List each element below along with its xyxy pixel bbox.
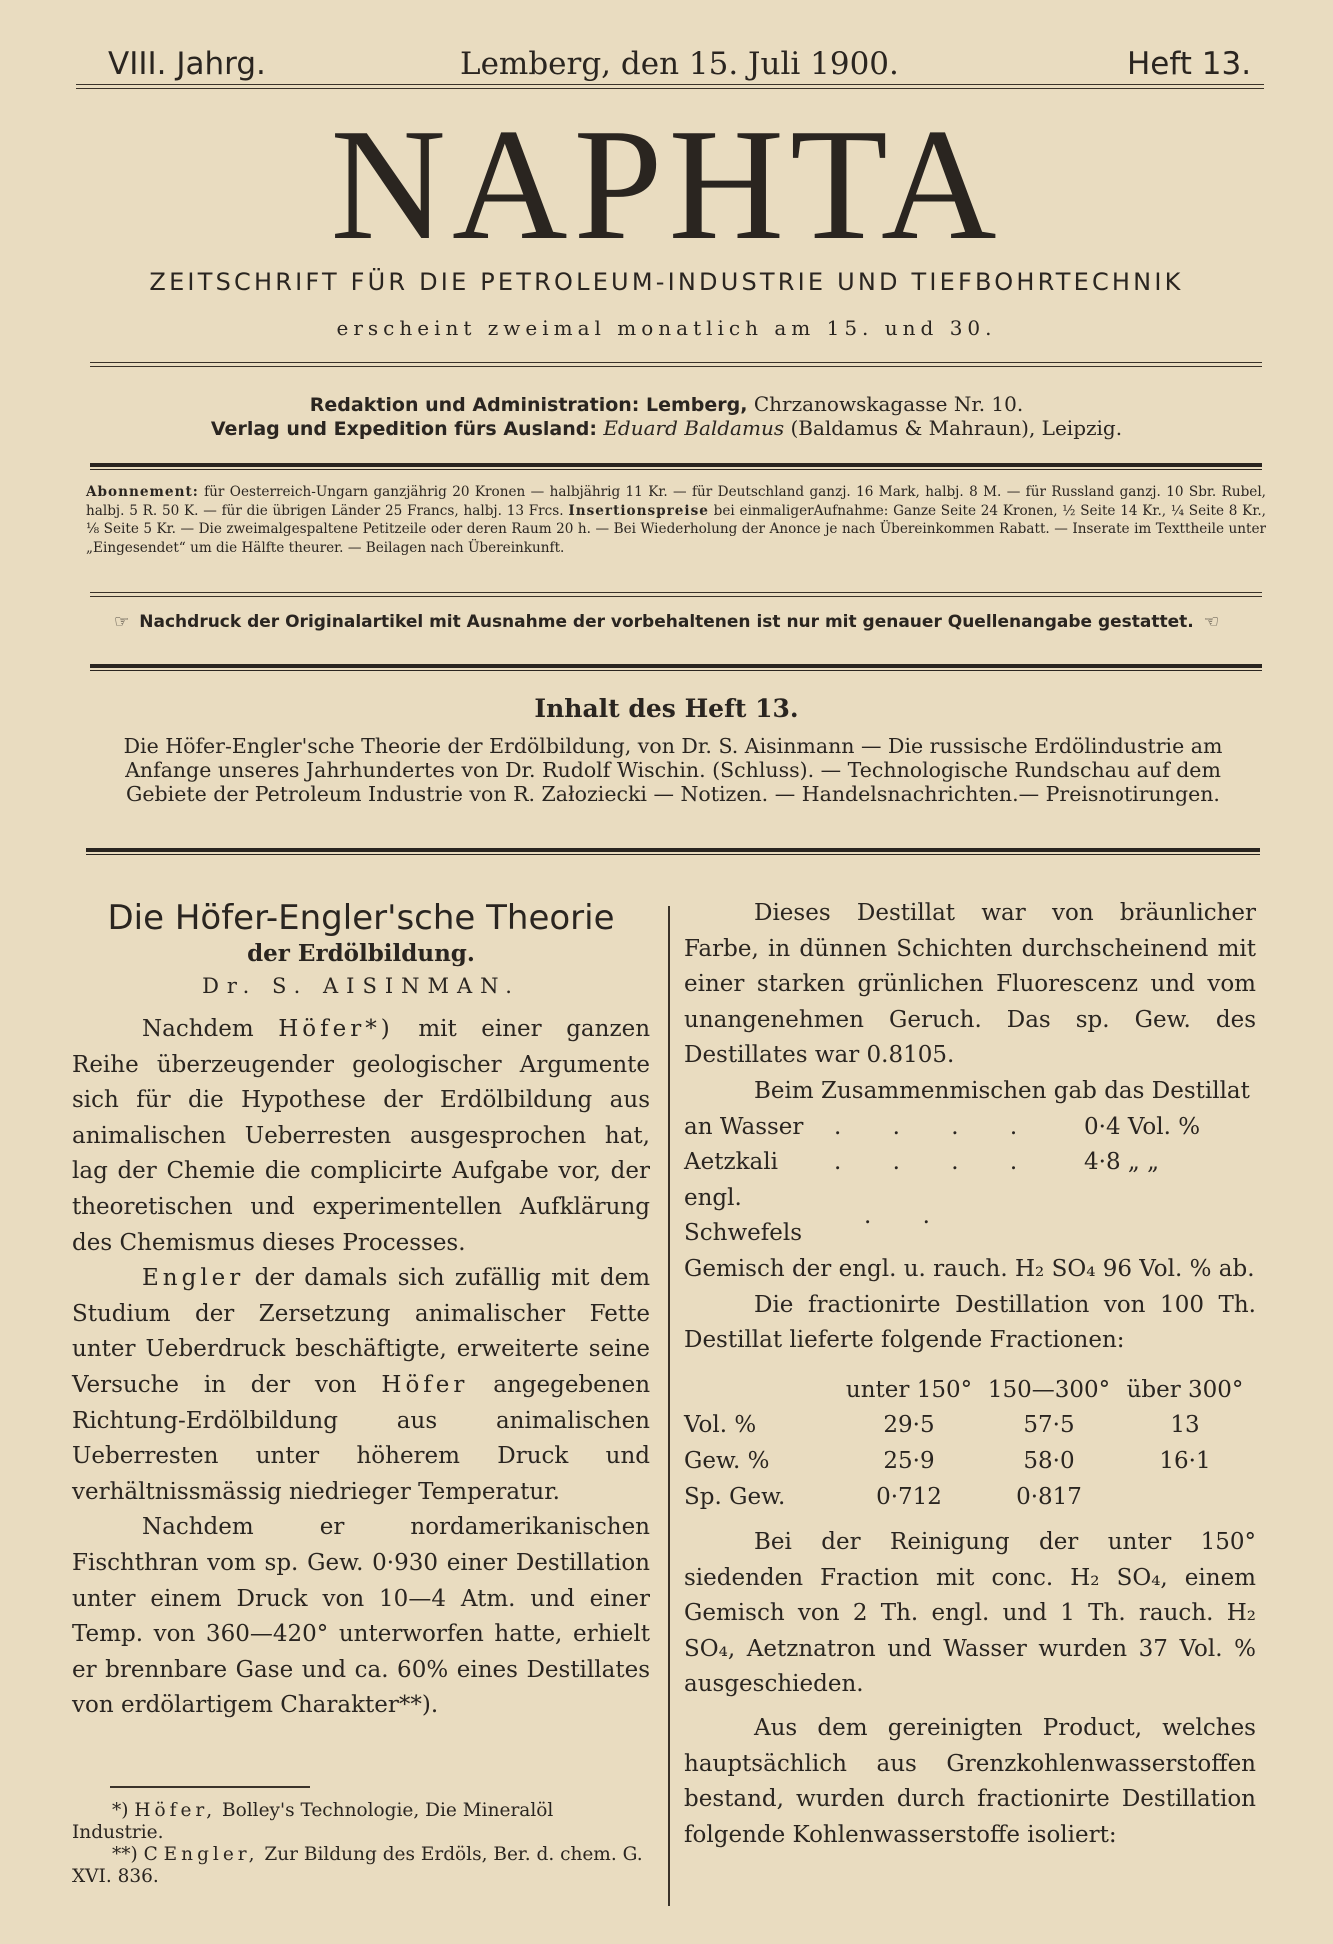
- mixture-table: [684, 1110, 1254, 1252]
- table-row: Aetzkali . . . . 4·8 „ „: [684, 1149, 1160, 1176]
- person-name: Höfer: [381, 1371, 469, 1398]
- masthead-title: NAPHTA: [330, 95, 1003, 273]
- insertion-label: Insertionspreise: [568, 502, 709, 519]
- publication-frequency: erscheint zweimal monatlich am 15. und 30.: [336, 316, 997, 340]
- table-header-row: unter 150° 150—300° über 300°: [845, 1376, 1244, 1403]
- reprint-notice: [0, 612, 1333, 632]
- insertion-text: bei einmaligerAufnahme: Ganze Seite 24 Kronen, ½ Seite 14 Kr., ¼ Seite 8 Kr., ⅛ Seite 5 Kr. — Die zweimalgespaltene Petitzeile oder deren Raum 20 h. — Bei Wiederholung der Anonce je nach Übereinkommen Rabatt. — Inserate im Texttheile unter „Eingesendet“ um die Hälfte theurer. — Beilagen nach Übereinkunft.: [86, 502, 1266, 556]
- paragraph: Nachdem Höfer*) mit einer ganzen Reihe überzeugender geologischer Argumente sich für die Hypothese der Erdölbildung aus animalischen Ueberresten ausgesprochen hat, lag der Chemie die complicirte Aufgabe vor, der theoretischen und experimentellen Aufklärung des Chemismus dieses Processes.: [72, 1016, 651, 1256]
- left-column: [72, 1012, 650, 1724]
- hand-pointer-icon: ☞: [114, 612, 130, 632]
- divider-rule: [90, 592, 1262, 597]
- reprint-notice-text: Nachdruck der Originalartikel mit Ausnahme der vorbehaltenen ist nur mit genauer Quellenangabe gestattet.: [139, 612, 1194, 632]
- redaktion-address: Chrzanowskagasse Nr. 10.: [753, 392, 1024, 416]
- redaktion-label: Redaktion und Administration: Lemberg,: [309, 394, 748, 416]
- paragraph: Beim Zusammenmischen gab das Destillat: [754, 1077, 1250, 1104]
- paragraph: Nachdem er nordamerikanischen Fischthran vom sp. Gew. 0·930 einer Destillation unter einem Druck von 10—4 Atm. und einer Temp. von 360—420° unterworfen hatte, erhielt er brennbare Gase und ca. 60% eines Destillates von erdölartigem Charakter**).: [72, 1514, 650, 1719]
- imprint-redaktion: [0, 392, 1333, 416]
- footnote: *) Höfer, Bolley's Technologie, Die Mineralöl Industrie.: [72, 1800, 554, 1843]
- issue-label: Heft 13.: [1127, 46, 1252, 82]
- masthead-subtitle: ZEITSCHRIFT FÜR DIE PETROLEUM-INDUSTRIE UND TIEFBOHRTECHNIK: [149, 268, 1184, 296]
- thick-rule: [86, 848, 1260, 855]
- table-row: an Wasser . . . . 0·4 Vol. %: [684, 1113, 1201, 1140]
- table-row: Sp. Gew. 0·712 0·817: [684, 1483, 1082, 1510]
- header-rule: [76, 84, 1264, 89]
- paragraph: Engler der damals sich zufällig mit dem Studium der Zersetzung animalischer Fette unter Ueberdruck beschäftigte, erweiterte seine Versuche in der von Höfer angegebenen Richtung-Erdölbildung aus animalischen Ueberresten unter höherem Druck und verhältnissmässig niedrieger Temperatur.: [72, 1265, 651, 1505]
- person-name: Höfer*): [278, 1016, 394, 1042]
- article-title: Die Höfer-Engler'sche Theorie: [107, 898, 615, 938]
- paragraph: Gemisch der engl. u. rauch. H₂ SO₄ 96 Vol. % ab.: [684, 1255, 1255, 1282]
- divider-rule: [90, 362, 1262, 367]
- footnote: **) C Engler, Zur Bildung des Erdöls, Ber. d. chem. G. XVI. 836.: [72, 1844, 643, 1887]
- column-divider: [668, 906, 670, 1906]
- thick-rule: [90, 664, 1262, 671]
- table-row: Gew. % 25·9 58·0 16·1: [684, 1447, 1211, 1474]
- verlag-name: Eduard Baldamus: [603, 416, 785, 440]
- contents-title: Inhalt des Heft 13.: [534, 694, 799, 723]
- right-column: [684, 896, 1256, 1853]
- paragraph: Aus dem gereinigten Product, welches hauptsächlich aus Grenzkohlenwasserstoffen bestand, wurden durch fractionirte Destillation folgende Kohlenwasserstoffe isoliert:: [684, 1715, 1256, 1848]
- table-row: engl. Schwefels . .: [684, 1184, 952, 1247]
- article-subtitle: der Erdölbildung.: [247, 940, 475, 967]
- imprint-verlag: [0, 416, 1333, 440]
- article-author: Dr. S. AISINMAN.: [202, 974, 520, 998]
- abonnement-text: für Oesterreich-Ungarn ganzjährig 20 Kronen — halbjährig 11 Kr. — für Deutschland ganzj. 16 Mark, halbj. 8 M. — für Russland ganzj. 10 Sbr. Rubel, halbj. 5 R. 50 K. — für die übrigen Länder 25 Francs, halbj. 13 Frcs.: [86, 484, 1267, 519]
- footnote-rule: [110, 1786, 310, 1788]
- volume-label: VIII. Jahrg.: [108, 46, 266, 82]
- table-row: Vol. % 29·5 57·5 13: [684, 1412, 1200, 1439]
- hand-pointer-icon: ☜: [1203, 612, 1219, 632]
- abonnement-label: Abonnement:: [86, 484, 199, 500]
- thick-rule: [90, 463, 1262, 470]
- fractions-table: [684, 1373, 1256, 1515]
- contents-text: Die Höfer-Engler'sche Theorie der Erdölbildung, von Dr. S. Aisinmann — Die russische Erdölindustrie am Anfange unseres Jahrhundertes von Dr. Rudolf Wischin. (Schluss). — Technologische Rundschau auf dem Gebiete der Petroleum Industrie von R. Załoziecki — Notizen. — Handelsnachrichten.— Preisnotirungen.: [123, 734, 1223, 806]
- footnotes: [72, 1800, 650, 1888]
- paragraph: Dieses Destillat war von bräunlicher Farbe, in dünnen Schichten durchscheinend mit einer starken grünlichen Fluorescenz und vom unangenehmen Geruch. Das sp. Gew. des Destillates war 0.8105.: [684, 900, 1256, 1069]
- person-name: Engler: [142, 1265, 245, 1292]
- paragraph: Die fractionirte Destillation von 100 Th. Destillat lieferte folgende Fractionen:: [684, 1291, 1256, 1354]
- dateline: Lemberg, den 15. Juli 1900.: [460, 46, 899, 82]
- subscription-block: [86, 483, 1266, 557]
- paragraph: Bei der Reinigung der unter 150° siedenden Fraction mit conc. H₂ SO₄, einem Gemisch von 2 Th. engl. und 1 Th. rauch. H₂ SO₄, Aetznatron und Wasser wurden 37 Vol. % ausgeschieden.: [684, 1529, 1256, 1698]
- verlag-address: (Baldamus & Mahraun), Leipzig.: [790, 416, 1123, 440]
- verlag-label: Verlag und Expedition fürs Ausland:: [210, 418, 597, 440]
